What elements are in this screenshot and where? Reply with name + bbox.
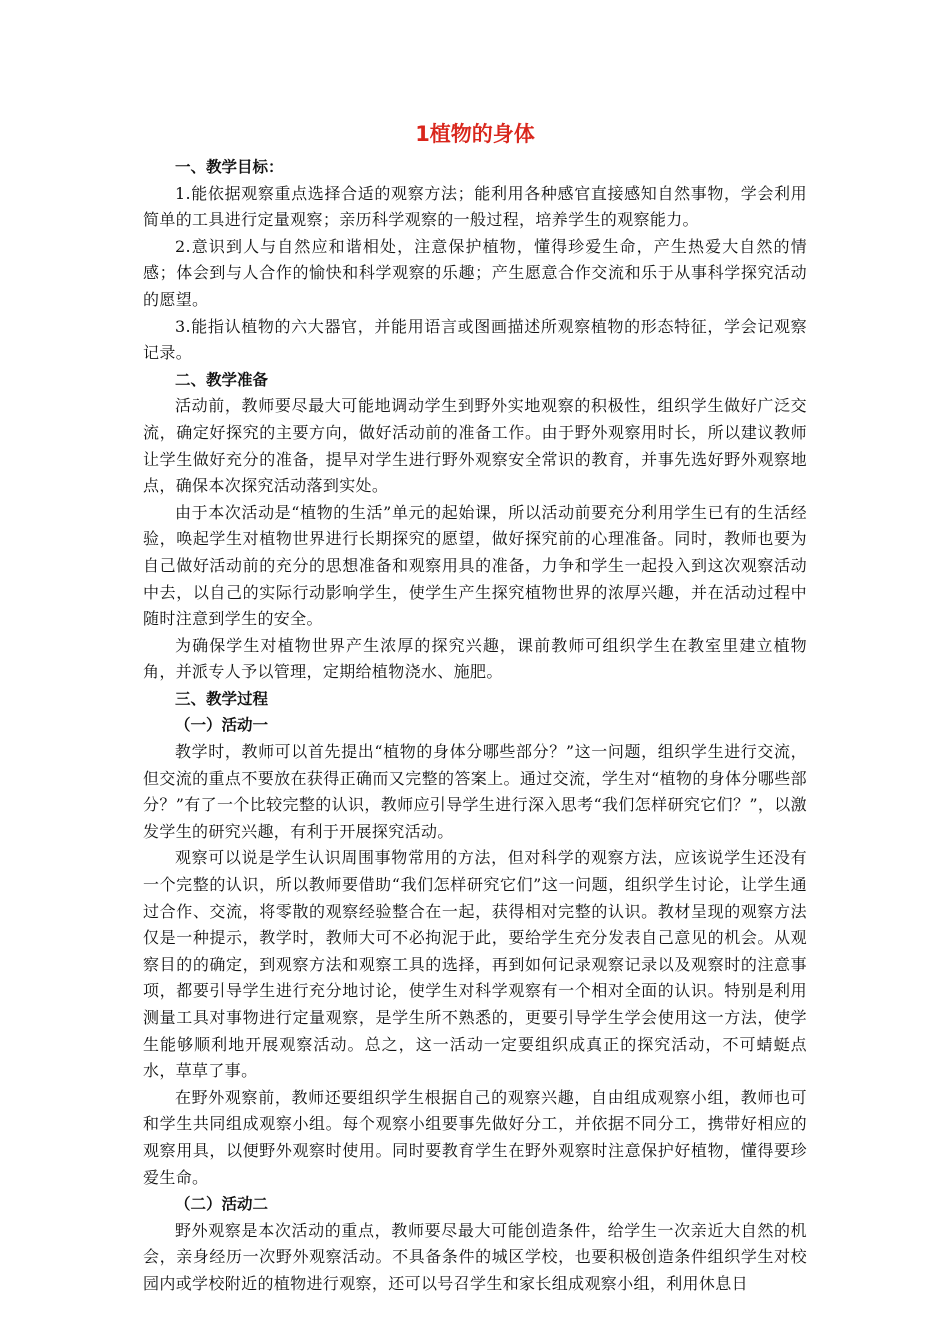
document-title: 1植物的身体 [415,122,535,146]
paragraph: 3.能指认植物的六大器官，并能用语言或图画描述所观察植物的形态特征，学会记观察记录。 [143,316,807,363]
section-heading-objectives: 一、教学目标： [175,158,284,176]
paragraph: 1.能依据观察重点选择合适的观察方法；能利用各种感官直接感知自然事物，学会利用简单的工具进行定量观察；亲历科学观察的一般过程，培养学生的观察能力。 [143,183,807,230]
paragraph: 野外观察是本次活动的重点，教师要尽最大可能创造条件，给学生一次亲近大自然的机会，亲身经历一次野外观察活动。不具备条件的城区学校，也要积极创造条件组织学生对校园内或学校附近的植物进行观察，还可以号召学生和家长组成观察小组，利用休息日 [143,1220,807,1293]
subsection-heading-activity-2: （二）活动二 [175,1195,269,1214]
paragraph: 活动前，教师要尽最大可能地调动学生到野外实地观察的积极性，组织学生做好广泛交流，确定好探究的主要方向，做好活动前的准备工作。由于野外观察用时长，所以建议教师让学生做好充分的准备，提早对学生进行野外观察安全常识的教育，并事先选好野外观察地点，确保本次探究活动落到实处。 [143,396,807,496]
paragraph: 观察可以说是学生认识周围事物常用的方法，但对科学的观察方法，应该说学生还没有一个完整的认识，所以教师要借助“我们怎样研究它们”这一问题，组织学生讨论，让学生通过合作、交流，将零散的观察经验整合在一起，获得相对完整的认识。教材呈现的观察方法仅是一种提示，教学时，教师大可不必拘泥于此，要给学生充分发表自己意见的机会。从观察目的的确定，到观察方法和观察工具的选择，再到如何记录观察记录以及观察时的注意事项，都要引导学生进行充分地讨论，使学生对科学观察有一个相对全面的认识。特别是利用测量工具对事物进行定量观察，是学生所不熟悉的，更要引导学生学会使用这一方法，使学生能够顺利地开展观察活动。总之，这一活动一定要组织成真正的探究活动，不可蜻蜓点水，草草了事。 [143,848,807,1081]
paragraph: 由于本次活动是“植物的生活”单元的起始课，所以活动前要充分利用学生已有的生活经验，唤起学生对植物世界进行长期探究的愿望，做好探究前的心理准备。同时，教师也要为自己做好活动前的充分的思想准备和观察用具的准备，力争和学生一起投入到这次观察活动中去，以自己的实际行动影响学生，使学生产生探究植物世界的浓厚兴趣，并在活动过程中随时注意到学生的安全。 [143,502,807,629]
paragraph: 教学时，教师可以首先提出“植物的身体分哪些部分？”这一问题，组织学生进行交流，但交流的重点不要放在获得正确而又完整的答案上。通过交流，学生对“植物的身体分哪些部分？”有了一个比较完整的认识，教师应引导学生进行深入思考“我们怎样研究它们？”，以激发学生的研究兴趣，有利于开展探究活动。 [143,742,807,841]
paragraph: 为确保学生对植物世界产生浓厚的探究兴趣，课前教师可组织学生在教室里建立植物角，并派专人予以管理，定期给植物浇水、施肥。 [143,635,807,682]
document-page [143,120,807,1298]
paragraph: 在野外观察前，教师还要组织学生根据自己的观察兴趣，自由组成观察小组，教师也可和学生共同组成观察小组。每个观察小组要事先做好分工，并依据不同分工，携带好相应的观察用具，以便野外观察时使用。同时要教育学生在野外观察时注意保护好植物，懂得要珍爱生命。 [143,1087,807,1187]
subsection-heading-activity-1: （一）活动一 [175,716,269,735]
section-heading-preparation: 二、教学准备 [175,370,269,389]
paragraph: 2.意识到人与自然应和谐相处，注意保护植物，懂得珍爱生命，产生热爱大自然的情感；体会到与人合作的愉快和科学观察的乐趣；产生愿意合作交流和乐于从事科学探究活动的愿望。 [143,236,807,309]
section-heading-process: 三、教学过程 [175,689,269,708]
